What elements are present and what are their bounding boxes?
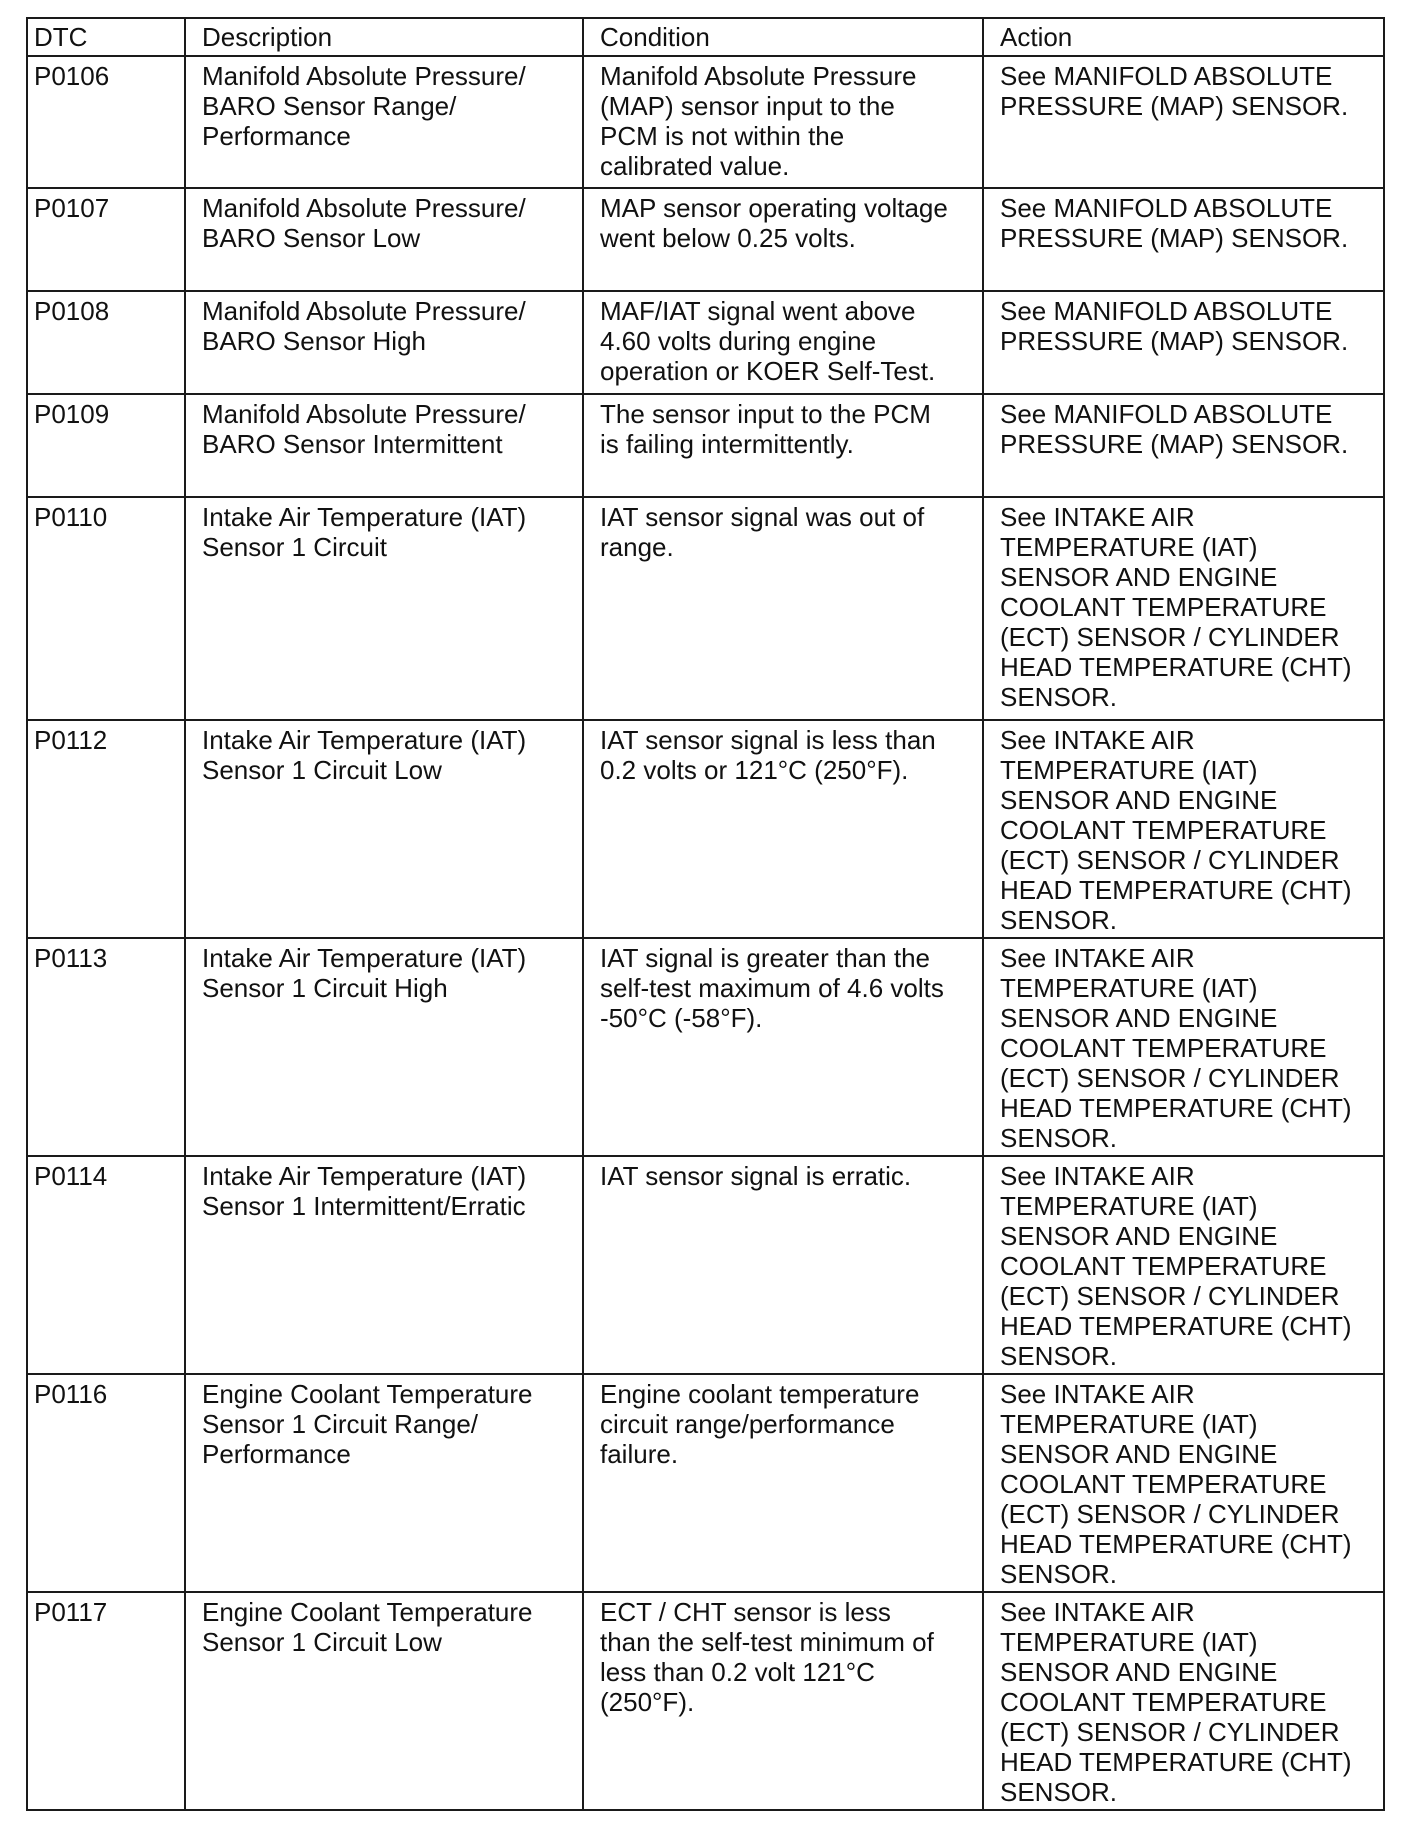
table-row [27,291,1384,394]
dtc-code: P0116 [27,1374,185,1592]
header-condition: Condition [583,18,983,56]
dtc-description: Manifold Absolute Pressure/ BARO Sensor Range/ Performance [185,56,583,188]
dtc-description: Manifold Absolute Pressure/ BARO Sensor Low [185,188,583,291]
dtc-condition: The sensor input to the PCM is failing intermittently. [583,394,983,497]
dtc-description: Engine Coolant Temperature Sensor 1 Circuit Low [185,1592,583,1810]
dtc-condition: MAF/IAT signal went above 4.60 volts during engine operation or KOER Self-Test. [583,291,983,394]
dtc-action: See MANIFOLD ABSOLUTE PRESSURE (MAP) SENSOR. [983,188,1384,291]
dtc-condition: MAP sensor operating voltage went below 0.25 volts. [583,188,983,291]
dtc-description: Intake Air Temperature (IAT) Sensor 1 Circuit High [185,938,583,1156]
table-row [27,720,1384,938]
dtc-action: See INTAKE AIR TEMPERATURE (IAT) SENSOR AND ENGINE COOLANT TEMPERATURE (ECT) SENSOR / CYLINDER HEAD TEMPERATURE (CHT) SENSOR. [983,1374,1384,1592]
table-row [27,1156,1384,1374]
dtc-action: See MANIFOLD ABSOLUTE PRESSURE (MAP) SENSOR. [983,291,1384,394]
dtc-table [26,17,1385,1811]
table-row [27,1374,1384,1592]
dtc-code: P0113 [27,938,185,1156]
table-row [27,394,1384,497]
dtc-description: Intake Air Temperature (IAT) Sensor 1 Intermittent/Erratic [185,1156,583,1374]
header-action: Action [983,18,1384,56]
dtc-code: P0110 [27,497,185,720]
dtc-action: See MANIFOLD ABSOLUTE PRESSURE (MAP) SENSOR. [983,394,1384,497]
table-row [27,1592,1384,1810]
dtc-description: Manifold Absolute Pressure/ BARO Sensor High [185,291,583,394]
dtc-action: See INTAKE AIR TEMPERATURE (IAT) SENSOR AND ENGINE COOLANT TEMPERATURE (ECT) SENSOR / CYLINDER HEAD TEMPERATURE (CHT) SENSOR. [983,497,1384,720]
dtc-description: Intake Air Temperature (IAT) Sensor 1 Circuit [185,497,583,720]
table-row [27,56,1384,188]
dtc-condition: ECT / CHT sensor is less than the self-test minimum of less than 0.2 volt 121°C (250°F). [583,1592,983,1810]
dtc-action: See MANIFOLD ABSOLUTE PRESSURE (MAP) SENSOR. [983,56,1384,188]
header-description: Description [185,18,583,56]
dtc-action: See INTAKE AIR TEMPERATURE (IAT) SENSOR AND ENGINE COOLANT TEMPERATURE (ECT) SENSOR / CYLINDER HEAD TEMPERATURE (CHT) SENSOR. [983,720,1384,938]
dtc-condition: Manifold Absolute Pressure (MAP) sensor input to the PCM is not within the calibrated value. [583,56,983,188]
dtc-description: Intake Air Temperature (IAT) Sensor 1 Circuit Low [185,720,583,938]
dtc-description: Manifold Absolute Pressure/ BARO Sensor Intermittent [185,394,583,497]
dtc-code: P0107 [27,188,185,291]
table-row [27,188,1384,291]
dtc-code: P0106 [27,56,185,188]
dtc-condition: IAT signal is greater than the self-test maximum of 4.6 volts -50°C (-58°F). [583,938,983,1156]
dtc-action: See INTAKE AIR TEMPERATURE (IAT) SENSOR AND ENGINE COOLANT TEMPERATURE (ECT) SENSOR / CYLINDER HEAD TEMPERATURE (CHT) SENSOR. [983,1156,1384,1374]
dtc-condition: IAT sensor signal is erratic. [583,1156,983,1374]
dtc-condition: IAT sensor signal is less than 0.2 volts or 121°C (250°F). [583,720,983,938]
dtc-code: P0108 [27,291,185,394]
header-dtc: DTC [27,18,185,56]
table-row [27,497,1384,720]
dtc-description: Engine Coolant Temperature Sensor 1 Circuit Range/ Performance [185,1374,583,1592]
dtc-code: P0114 [27,1156,185,1374]
dtc-action: See INTAKE AIR TEMPERATURE (IAT) SENSOR AND ENGINE COOLANT TEMPERATURE (ECT) SENSOR / CYLINDER HEAD TEMPERATURE (CHT) SENSOR. [983,938,1384,1156]
dtc-code: P0109 [27,394,185,497]
dtc-condition: IAT sensor signal was out of range. [583,497,983,720]
dtc-action: See INTAKE AIR TEMPERATURE (IAT) SENSOR AND ENGINE COOLANT TEMPERATURE (ECT) SENSOR / CYLINDER HEAD TEMPERATURE (CHT) SENSOR. [983,1592,1384,1810]
table-header-row [27,18,1384,56]
table-row [27,938,1384,1156]
dtc-code: P0117 [27,1592,185,1810]
dtc-code: P0112 [27,720,185,938]
dtc-condition: Engine coolant temperature circuit range/performance failure. [583,1374,983,1592]
